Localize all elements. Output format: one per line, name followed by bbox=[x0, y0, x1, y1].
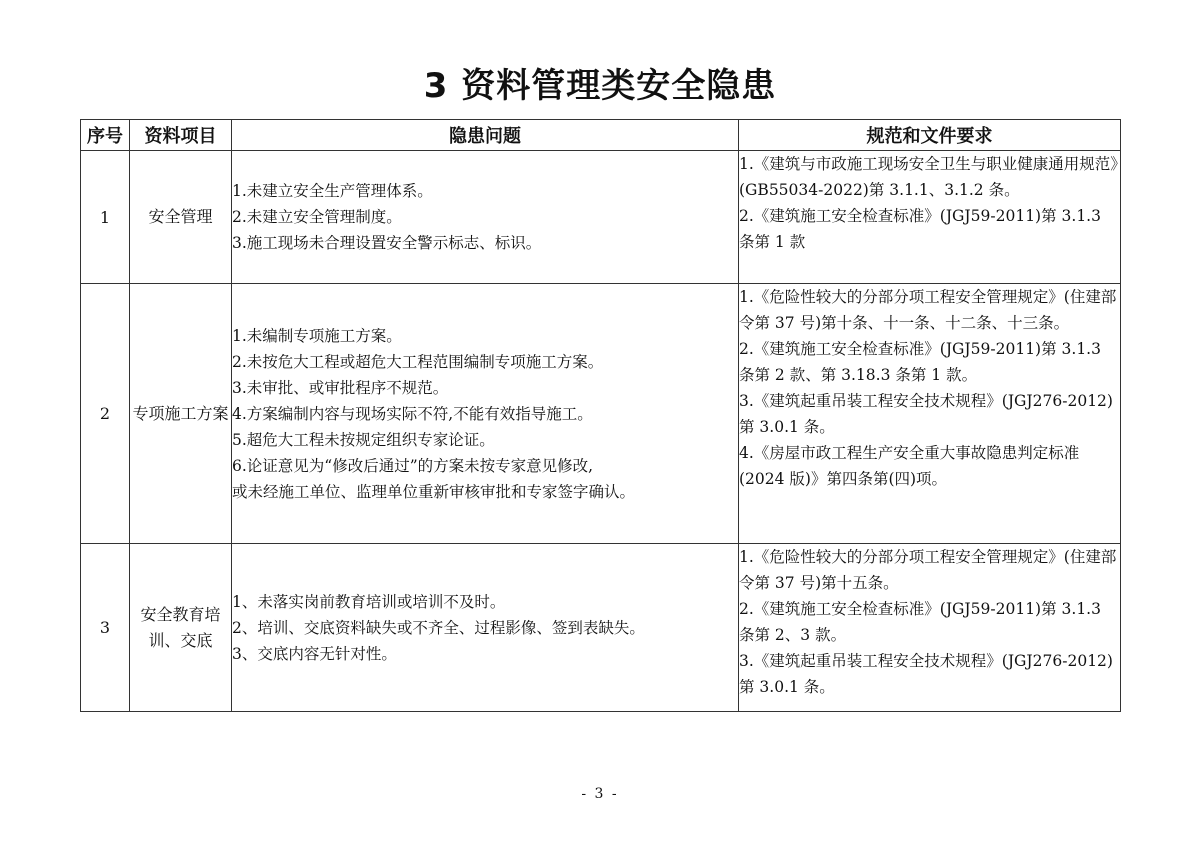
row-issues bbox=[232, 544, 739, 712]
page-title: 3 资料管理类安全隐患 bbox=[423, 66, 777, 106]
row-item: 专项施工方案 bbox=[130, 284, 232, 544]
table-row bbox=[81, 544, 1121, 712]
row-issues bbox=[232, 284, 739, 544]
table-row bbox=[81, 284, 1121, 544]
requirement-item: 3.《建筑起重吊装工程安全技术规程》(JGJ276-2012)第 3.0.1 条。 bbox=[739, 652, 1113, 696]
row-issues bbox=[232, 151, 739, 284]
row-requirements bbox=[739, 151, 1121, 284]
page-number: - 3 - bbox=[581, 786, 619, 802]
requirement-item: 2.《建筑施工安全检查标准》(JGJ59-2011)第 3.1.3 条第 1 款 bbox=[739, 207, 1101, 251]
row-number: 1 bbox=[81, 151, 130, 284]
requirement-item: 1.《危险性较大的分部分项工程安全管理规定》(住建部令第 37 号)第十条、十一条、十二条、十三条。 bbox=[739, 288, 1117, 332]
header-item: 资料项目 bbox=[130, 120, 232, 151]
issue-line: 4.方案编制内容与现场实际不符,不能有效指导施工。 bbox=[232, 404, 593, 423]
issue-line: 3、交底内容无针对性。 bbox=[232, 644, 397, 663]
table-row bbox=[81, 151, 1121, 284]
issue-line: 1.未编制专项施工方案。 bbox=[232, 326, 402, 345]
header-issue: 隐患问题 bbox=[232, 120, 739, 151]
header-no: 序号 bbox=[81, 120, 130, 151]
requirement-item: 1.《危险性较大的分部分项工程安全管理规定》(住建部令第 37 号)第十五条。 bbox=[739, 548, 1117, 592]
hazard-table bbox=[80, 119, 1121, 712]
row-item: 安全教育培训、交底 bbox=[130, 544, 232, 712]
requirement-item: 2.《建筑施工安全检查标准》(JGJ59-2011)第 3.1.3 条第 2 款、第 3.18.3 条第 1 款。 bbox=[739, 340, 1101, 384]
requirement-item: 3.《建筑起重吊装工程安全技术规程》(JGJ276-2012)第 3.0.1 条。 bbox=[739, 392, 1113, 436]
issue-line: 2.未按危大工程或超危大工程范围编制专项施工方案。 bbox=[232, 352, 604, 371]
row-requirements bbox=[739, 544, 1121, 712]
requirement-item: 4.《房屋市政工程生产安全重大事故隐患判定标准 (2024 版)》第四条第(四)项。 bbox=[739, 444, 1080, 488]
issue-line: 2.未建立安全管理制度。 bbox=[232, 208, 402, 226]
issue-line: 3.施工现场未合理设置安全警示标志、标识。 bbox=[232, 234, 542, 252]
row-number: 3 bbox=[81, 544, 130, 712]
row-requirements bbox=[739, 284, 1121, 544]
issue-line: 5.超危大工程未按规定组织专家论证。 bbox=[232, 430, 495, 449]
header-requirement: 规范和文件要求 bbox=[739, 120, 1121, 151]
issue-line: 或未经施工单位、监理单位重新审核审批和专家签字确认。 bbox=[232, 482, 636, 501]
issue-line: 3.未审批、或审批程序不规范。 bbox=[232, 378, 449, 397]
table-header-row bbox=[81, 120, 1121, 151]
row-item: 安全管理 bbox=[130, 151, 232, 284]
issue-line: 1、未落实岗前教育培训或培训不及时。 bbox=[232, 592, 506, 611]
row-number: 2 bbox=[81, 284, 130, 544]
issue-line: 2、培训、交底资料缺失或不齐全、过程影像、签到表缺失。 bbox=[232, 618, 645, 637]
requirement-item: 1.《建筑与市政施工现场安全卫生与职业健康通用规范》(GB55034-2022)第 3.1.1、3.1.2 条。 bbox=[739, 155, 1119, 199]
requirement-item: 2.《建筑施工安全检查标准》(JGJ59-2011)第 3.1.3 条第 2、3 款。 bbox=[739, 600, 1101, 644]
issue-line: 6.论证意见为“修改后通过”的方案未按专家意见修改, bbox=[232, 456, 594, 475]
issue-line: 1.未建立安全生产管理体系。 bbox=[232, 182, 433, 200]
